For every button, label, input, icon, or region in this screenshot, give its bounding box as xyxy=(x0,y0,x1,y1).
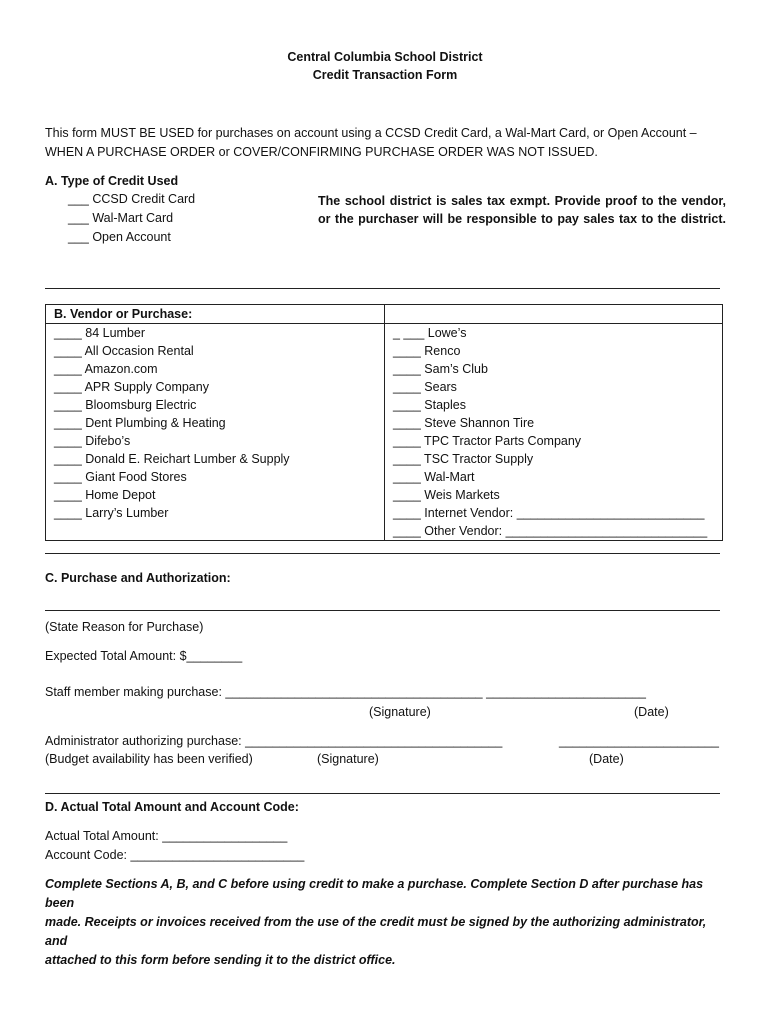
vendor-column-right xyxy=(385,324,723,541)
vendor-option[interactable]: ____ Dent Plumbing & Heating xyxy=(54,416,226,430)
section-d-heading: D. Actual Total Amount and Account Code: xyxy=(45,800,299,814)
budget-verified-label: (Budget availability has been verified) xyxy=(45,752,253,766)
vendor-option[interactable]: ____ Bloomsburg Electric xyxy=(54,398,197,412)
vendor-table xyxy=(45,304,723,541)
vendor-option[interactable]: ____ All Occasion Rental xyxy=(54,344,194,358)
vendor-option[interactable]: ____ Donald E. Reichart Lumber & Supply xyxy=(54,452,290,466)
reason-line[interactable] xyxy=(45,610,720,611)
district-title: Central Columbia School District xyxy=(287,50,483,64)
tax-note-line-1: The school district is sales tax exmpt. Provide proof to the vendor, xyxy=(318,194,726,208)
expected-total-field[interactable]: Expected Total Amount: $________ xyxy=(45,649,243,663)
internet-vendor-field[interactable]: ____ Internet Vendor: ___________________________ xyxy=(393,506,705,520)
instructions-line-3: attached to this form before sending it to the district office. xyxy=(45,953,396,967)
divider-after-b xyxy=(45,553,720,554)
vendor-option[interactable]: ____ Home Depot xyxy=(54,488,156,502)
other-vendor-field[interactable]: ____ Other Vendor: _____________________________ xyxy=(393,524,708,538)
section-b-heading: B. Vendor or Purchase: xyxy=(46,305,385,324)
admin-signature-label: (Signature) xyxy=(317,752,379,766)
instructions-line-2: made. Receipts or invoices received from the use of the credit must be signed by the authorizing administrator, and xyxy=(45,915,707,948)
vendor-table-header-empty xyxy=(385,305,723,324)
vendor-option[interactable]: ____ Amazon.com xyxy=(54,362,158,376)
credit-option-ccsd[interactable]: ___ CCSD Credit Card xyxy=(68,192,196,206)
divider-after-a xyxy=(45,288,720,289)
vendor-option[interactable]: ____ Wal-Mart xyxy=(393,470,475,484)
credit-option-walmart[interactable]: ___ Wal-Mart Card xyxy=(68,211,174,225)
section-a-heading: A. Type of Credit Used xyxy=(45,174,179,188)
staff-purchase-field[interactable]: Staff member making purchase: _____________________________________ _______________________ xyxy=(45,685,646,699)
vendor-option[interactable]: ____ TPC Tractor Parts Company xyxy=(393,434,582,448)
account-code-field[interactable]: Account Code: _________________________ xyxy=(45,848,305,862)
vendor-option[interactable]: ____ Renco xyxy=(393,344,461,358)
form-title: Credit Transaction Form xyxy=(312,68,458,82)
staff-signature-label: (Signature) xyxy=(369,705,431,719)
section-c-heading: C. Purchase and Authorization: xyxy=(45,571,231,585)
vendor-option[interactable]: ____ Sam’s Club xyxy=(393,362,488,376)
admin-date-label: (Date) xyxy=(589,752,624,766)
intro-line-1: This form MUST BE USED for purchases on account using a CCSD Credit Card, a Wal-Mart Card, or Open Account – xyxy=(45,126,697,140)
vendor-option[interactable]: ____ Steve Shannon Tire xyxy=(393,416,535,430)
actual-total-field[interactable]: Actual Total Amount: __________________ xyxy=(45,829,288,843)
vendor-option[interactable]: ____ Giant Food Stores xyxy=(54,470,187,484)
vendor-option[interactable]: _ ___ Lowe’s xyxy=(393,326,467,340)
vendor-option[interactable]: ____ Sears xyxy=(393,380,457,394)
reason-label: (State Reason for Purchase) xyxy=(45,620,204,634)
vendor-option[interactable]: ____ Staples xyxy=(393,398,466,412)
vendor-option[interactable]: ____ APR Supply Company xyxy=(54,380,209,394)
tax-note-line-2: or the purchaser will be responsible to pay sales tax to the district. xyxy=(318,212,726,226)
instructions-note xyxy=(45,875,720,970)
tax-exempt-note xyxy=(318,192,726,228)
vendor-option[interactable]: ____ Weis Markets xyxy=(393,488,500,502)
staff-date-label: (Date) xyxy=(634,705,669,719)
intro-line-2: WHEN A PURCHASE ORDER or COVER/CONFIRMING PURCHASE ORDER WAS NOT ISSUED. xyxy=(45,145,598,159)
vendor-column-left xyxy=(46,324,385,541)
instructions-line-1: Complete Sections A, B, and C before using credit to make a purchase. Complete Section D after purchase has been xyxy=(45,877,704,910)
admin-date-field[interactable]: _______________________ xyxy=(559,734,719,748)
vendor-option[interactable]: ____ Difebo’s xyxy=(54,434,131,448)
credit-option-open-account[interactable]: ___ Open Account xyxy=(68,230,171,244)
vendor-option[interactable]: ____ Larry’s Lumber xyxy=(54,506,169,520)
divider-after-c xyxy=(45,793,720,794)
admin-authorizing-field[interactable]: Administrator authorizing purchase: _____________________________________ xyxy=(45,734,503,748)
vendor-option[interactable]: ____ 84 Lumber xyxy=(54,326,146,340)
vendor-option[interactable]: ____ TSC Tractor Supply xyxy=(393,452,534,466)
